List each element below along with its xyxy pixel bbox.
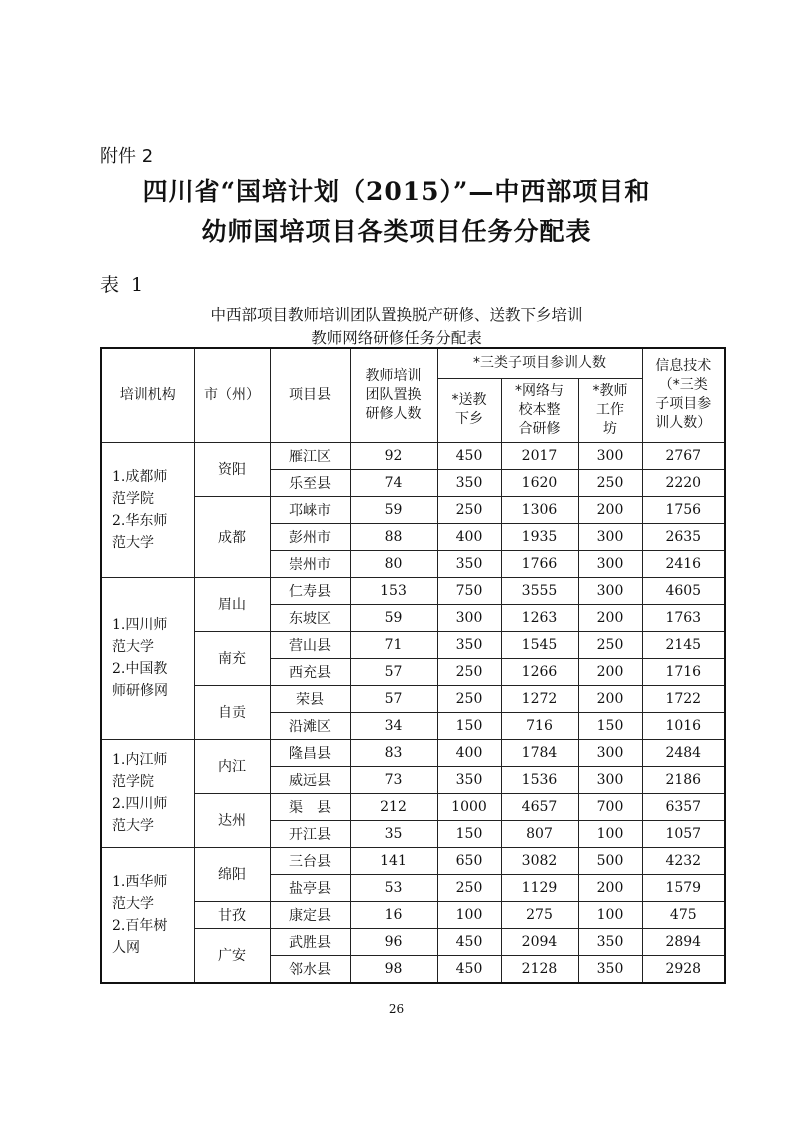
team-value-cell: 59: [350, 604, 437, 631]
network-value-cell: 1935: [501, 523, 578, 550]
workshop-value-cell: 250: [578, 469, 642, 496]
network-value-cell: 1263: [501, 604, 578, 631]
it-value-cell: 1763: [642, 604, 725, 631]
institution-line: 范大学: [112, 818, 154, 834]
team-value-cell: 96: [350, 928, 437, 955]
team-value-cell: 57: [350, 658, 437, 685]
workshop-value-cell: 300: [578, 523, 642, 550]
header-it: [642, 348, 725, 442]
workshop-value-cell: 300: [578, 577, 642, 604]
team-value-cell: 35: [350, 820, 437, 847]
it-value-cell: 2186: [642, 766, 725, 793]
send-value-cell: 150: [437, 712, 501, 739]
table-row: [101, 496, 725, 523]
institution-line: 1.四川师: [112, 617, 168, 633]
workshop-value-cell: 200: [578, 658, 642, 685]
table-caption-line-2: 教师网络研修任务分配表: [311, 329, 482, 347]
workshop-value-cell: 200: [578, 604, 642, 631]
header-it-line: 子项目参: [655, 396, 712, 413]
institution-line: 师研修网: [112, 683, 168, 699]
city-cell: 自贡: [194, 685, 270, 739]
workshop-value-cell: 300: [578, 766, 642, 793]
city-cell: 眉山: [194, 577, 270, 631]
workshop-value-cell: 200: [578, 685, 642, 712]
county-cell: 隆昌县: [270, 739, 350, 766]
county-cell: 乐至县: [270, 469, 350, 496]
workshop-value-cell: 350: [578, 928, 642, 955]
team-value-cell: 83: [350, 739, 437, 766]
header-send-line: *送教: [451, 392, 487, 408]
table-row: [101, 577, 725, 604]
county-cell: 三台县: [270, 847, 350, 874]
header-team-line: 教师培训: [365, 367, 422, 384]
team-value-cell: 98: [350, 955, 437, 983]
header-county: 项目县: [270, 348, 350, 442]
county-cell: 东坡区: [270, 604, 350, 631]
page-number: 26: [388, 1002, 405, 1016]
send-value-cell: 650: [437, 847, 501, 874]
table-row: [101, 793, 725, 820]
city-cell: 资阳: [194, 442, 270, 496]
network-value-cell: 1784: [501, 739, 578, 766]
network-value-cell: 807: [501, 820, 578, 847]
send-value-cell: 250: [437, 874, 501, 901]
header-it-line: 信息技术: [655, 358, 712, 375]
it-value-cell: 6357: [642, 793, 725, 820]
county-cell: 盐亭县: [270, 874, 350, 901]
team-value-cell: 59: [350, 496, 437, 523]
county-cell: 西充县: [270, 658, 350, 685]
header-network-line: 合研修: [518, 420, 561, 437]
county-cell: 开江县: [270, 820, 350, 847]
county-cell: 邻水县: [270, 955, 350, 983]
it-value-cell: 2894: [642, 928, 725, 955]
institution-line: 1.成都师: [112, 468, 168, 485]
network-value-cell: 1266: [501, 658, 578, 685]
institution-line: 人网: [112, 939, 140, 956]
institution-line: 2.华东师: [112, 512, 168, 529]
team-value-cell: 153: [350, 577, 437, 604]
document-title-line-1: 四川省“国培计划（2015）”—中西部项目和: [142, 177, 651, 206]
header-it-line: （*三类: [658, 377, 708, 394]
header-it-line: 训人数）: [655, 415, 712, 432]
network-value-cell: 1272: [501, 685, 578, 712]
institution-cell: [101, 739, 194, 847]
table-row: [101, 685, 725, 712]
workshop-value-cell: 700: [578, 793, 642, 820]
send-value-cell: 750: [437, 577, 501, 604]
workshop-value-cell: 300: [578, 442, 642, 469]
it-value-cell: 1756: [642, 496, 725, 523]
table-row: [101, 847, 725, 874]
workshop-value-cell: 200: [578, 874, 642, 901]
header-workshop-line: 工作: [596, 401, 625, 418]
network-value-cell: 1536: [501, 766, 578, 793]
workshop-value-cell: 300: [578, 739, 642, 766]
network-value-cell: 716: [501, 712, 578, 739]
county-cell: 荣县: [270, 685, 350, 712]
it-value-cell: 2928: [642, 955, 725, 983]
header-workshop: [578, 378, 642, 442]
send-value-cell: 250: [437, 496, 501, 523]
it-value-cell: 2220: [642, 469, 725, 496]
send-value-cell: 350: [437, 631, 501, 658]
table-row: [101, 631, 725, 658]
header-workshop-line: *教师: [592, 382, 628, 399]
send-value-cell: 400: [437, 523, 501, 550]
county-cell: 渠 县: [270, 793, 350, 820]
table-row: [101, 928, 725, 955]
it-value-cell: 1722: [642, 685, 725, 712]
send-value-cell: 250: [437, 658, 501, 685]
header-institution: 培训机构: [101, 348, 194, 442]
team-value-cell: 57: [350, 685, 437, 712]
it-value-cell: 4232: [642, 847, 725, 874]
institution-line: 1.西华师: [112, 873, 168, 890]
header-three-types: *三类子项目参训人数: [437, 348, 642, 378]
team-value-cell: 80: [350, 550, 437, 577]
send-value-cell: 450: [437, 955, 501, 983]
it-value-cell: 2145: [642, 631, 725, 658]
institution-line: 范大学: [112, 639, 154, 655]
header-network-line: 校本整: [518, 401, 561, 418]
network-value-cell: 1129: [501, 874, 578, 901]
city-cell: 甘孜: [194, 901, 270, 928]
workshop-value-cell: 300: [578, 550, 642, 577]
it-value-cell: 1579: [642, 874, 725, 901]
county-cell: 仁寿县: [270, 577, 350, 604]
it-value-cell: 2484: [642, 739, 725, 766]
city-cell: 广安: [194, 928, 270, 983]
workshop-value-cell: 100: [578, 820, 642, 847]
document-title-line-2: 幼师国培项目各类项目任务分配表: [201, 217, 592, 246]
county-cell: 彭州市: [270, 523, 350, 550]
institution-line: 范大学: [112, 895, 154, 912]
team-value-cell: 212: [350, 793, 437, 820]
county-cell: 沿滩区: [270, 712, 350, 739]
team-value-cell: 16: [350, 901, 437, 928]
workshop-value-cell: 100: [578, 901, 642, 928]
institution-line: 2.中国教: [112, 661, 168, 677]
task-allocation-table: [100, 347, 726, 984]
county-cell: 崇州市: [270, 550, 350, 577]
team-value-cell: 53: [350, 874, 437, 901]
institution-cell: [101, 577, 194, 739]
county-cell: 康定县: [270, 901, 350, 928]
team-value-cell: 34: [350, 712, 437, 739]
county-cell: 威远县: [270, 766, 350, 793]
header-workshop-line: 坊: [603, 420, 618, 437]
header-team-line: 研修人数: [365, 405, 422, 422]
network-value-cell: 275: [501, 901, 578, 928]
network-value-cell: 4657: [501, 793, 578, 820]
header-send-line: 下乡: [455, 411, 483, 427]
header-network-line: *网络与: [515, 382, 564, 399]
institution-cell: [101, 847, 194, 983]
header-send-to-countryside: [437, 378, 501, 442]
network-value-cell: 1545: [501, 631, 578, 658]
institution-line: 2.四川师: [112, 796, 168, 812]
county-cell: 邛崃市: [270, 496, 350, 523]
city-cell: 成都: [194, 496, 270, 577]
header-team-line: 团队置换: [365, 386, 422, 403]
county-cell: 营山县: [270, 631, 350, 658]
it-value-cell: 1716: [642, 658, 725, 685]
send-value-cell: 450: [437, 442, 501, 469]
county-cell: 武胜县: [270, 928, 350, 955]
header-team-replacement: [350, 348, 437, 442]
city-cell: 南充: [194, 631, 270, 685]
send-value-cell: 1000: [437, 793, 501, 820]
team-value-cell: 92: [350, 442, 437, 469]
attachment-label: 附件 2: [100, 146, 154, 167]
send-value-cell: 300: [437, 604, 501, 631]
it-value-cell: 4605: [642, 577, 725, 604]
header-city: 市（州）: [194, 348, 270, 442]
send-value-cell: 350: [437, 766, 501, 793]
institution-cell: [101, 442, 194, 577]
network-value-cell: 2017: [501, 442, 578, 469]
network-value-cell: 1306: [501, 496, 578, 523]
network-value-cell: 3555: [501, 577, 578, 604]
table-label: 表 1: [100, 274, 147, 296]
it-value-cell: 2416: [642, 550, 725, 577]
network-value-cell: 3082: [501, 847, 578, 874]
send-value-cell: 400: [437, 739, 501, 766]
network-value-cell: 2128: [501, 955, 578, 983]
send-value-cell: 100: [437, 901, 501, 928]
network-value-cell: 1620: [501, 469, 578, 496]
table-body: [101, 442, 725, 983]
city-cell: 内江: [194, 739, 270, 793]
workshop-value-cell: 250: [578, 631, 642, 658]
workshop-value-cell: 200: [578, 496, 642, 523]
header-network-study: [501, 378, 578, 442]
it-value-cell: 2635: [642, 523, 725, 550]
send-value-cell: 150: [437, 820, 501, 847]
county-cell: 雁江区: [270, 442, 350, 469]
send-value-cell: 250: [437, 685, 501, 712]
table-caption-line-1: 中西部项目教师培训团队置换脱产研修、送教下乡培训: [210, 306, 583, 324]
city-cell: 绵阳: [194, 847, 270, 901]
team-value-cell: 141: [350, 847, 437, 874]
it-value-cell: 1057: [642, 820, 725, 847]
institution-line: 2.百年树: [112, 917, 168, 934]
network-value-cell: 1766: [501, 550, 578, 577]
send-value-cell: 350: [437, 469, 501, 496]
institution-line: 1.内江师: [112, 752, 168, 768]
workshop-value-cell: 150: [578, 712, 642, 739]
workshop-value-cell: 350: [578, 955, 642, 983]
it-value-cell: 475: [642, 901, 725, 928]
send-value-cell: 450: [437, 928, 501, 955]
table-row: [101, 739, 725, 766]
institution-line: 范学院: [112, 490, 154, 507]
team-value-cell: 71: [350, 631, 437, 658]
network-value-cell: 2094: [501, 928, 578, 955]
table-row: [101, 442, 725, 469]
send-value-cell: 350: [437, 550, 501, 577]
table-row: [101, 901, 725, 928]
team-value-cell: 73: [350, 766, 437, 793]
workshop-value-cell: 500: [578, 847, 642, 874]
it-value-cell: 2767: [642, 442, 725, 469]
city-cell: 达州: [194, 793, 270, 847]
team-value-cell: 88: [350, 523, 437, 550]
it-value-cell: 1016: [642, 712, 725, 739]
team-value-cell: 74: [350, 469, 437, 496]
institution-line: 范学院: [112, 774, 154, 790]
institution-line: 范大学: [112, 534, 154, 551]
